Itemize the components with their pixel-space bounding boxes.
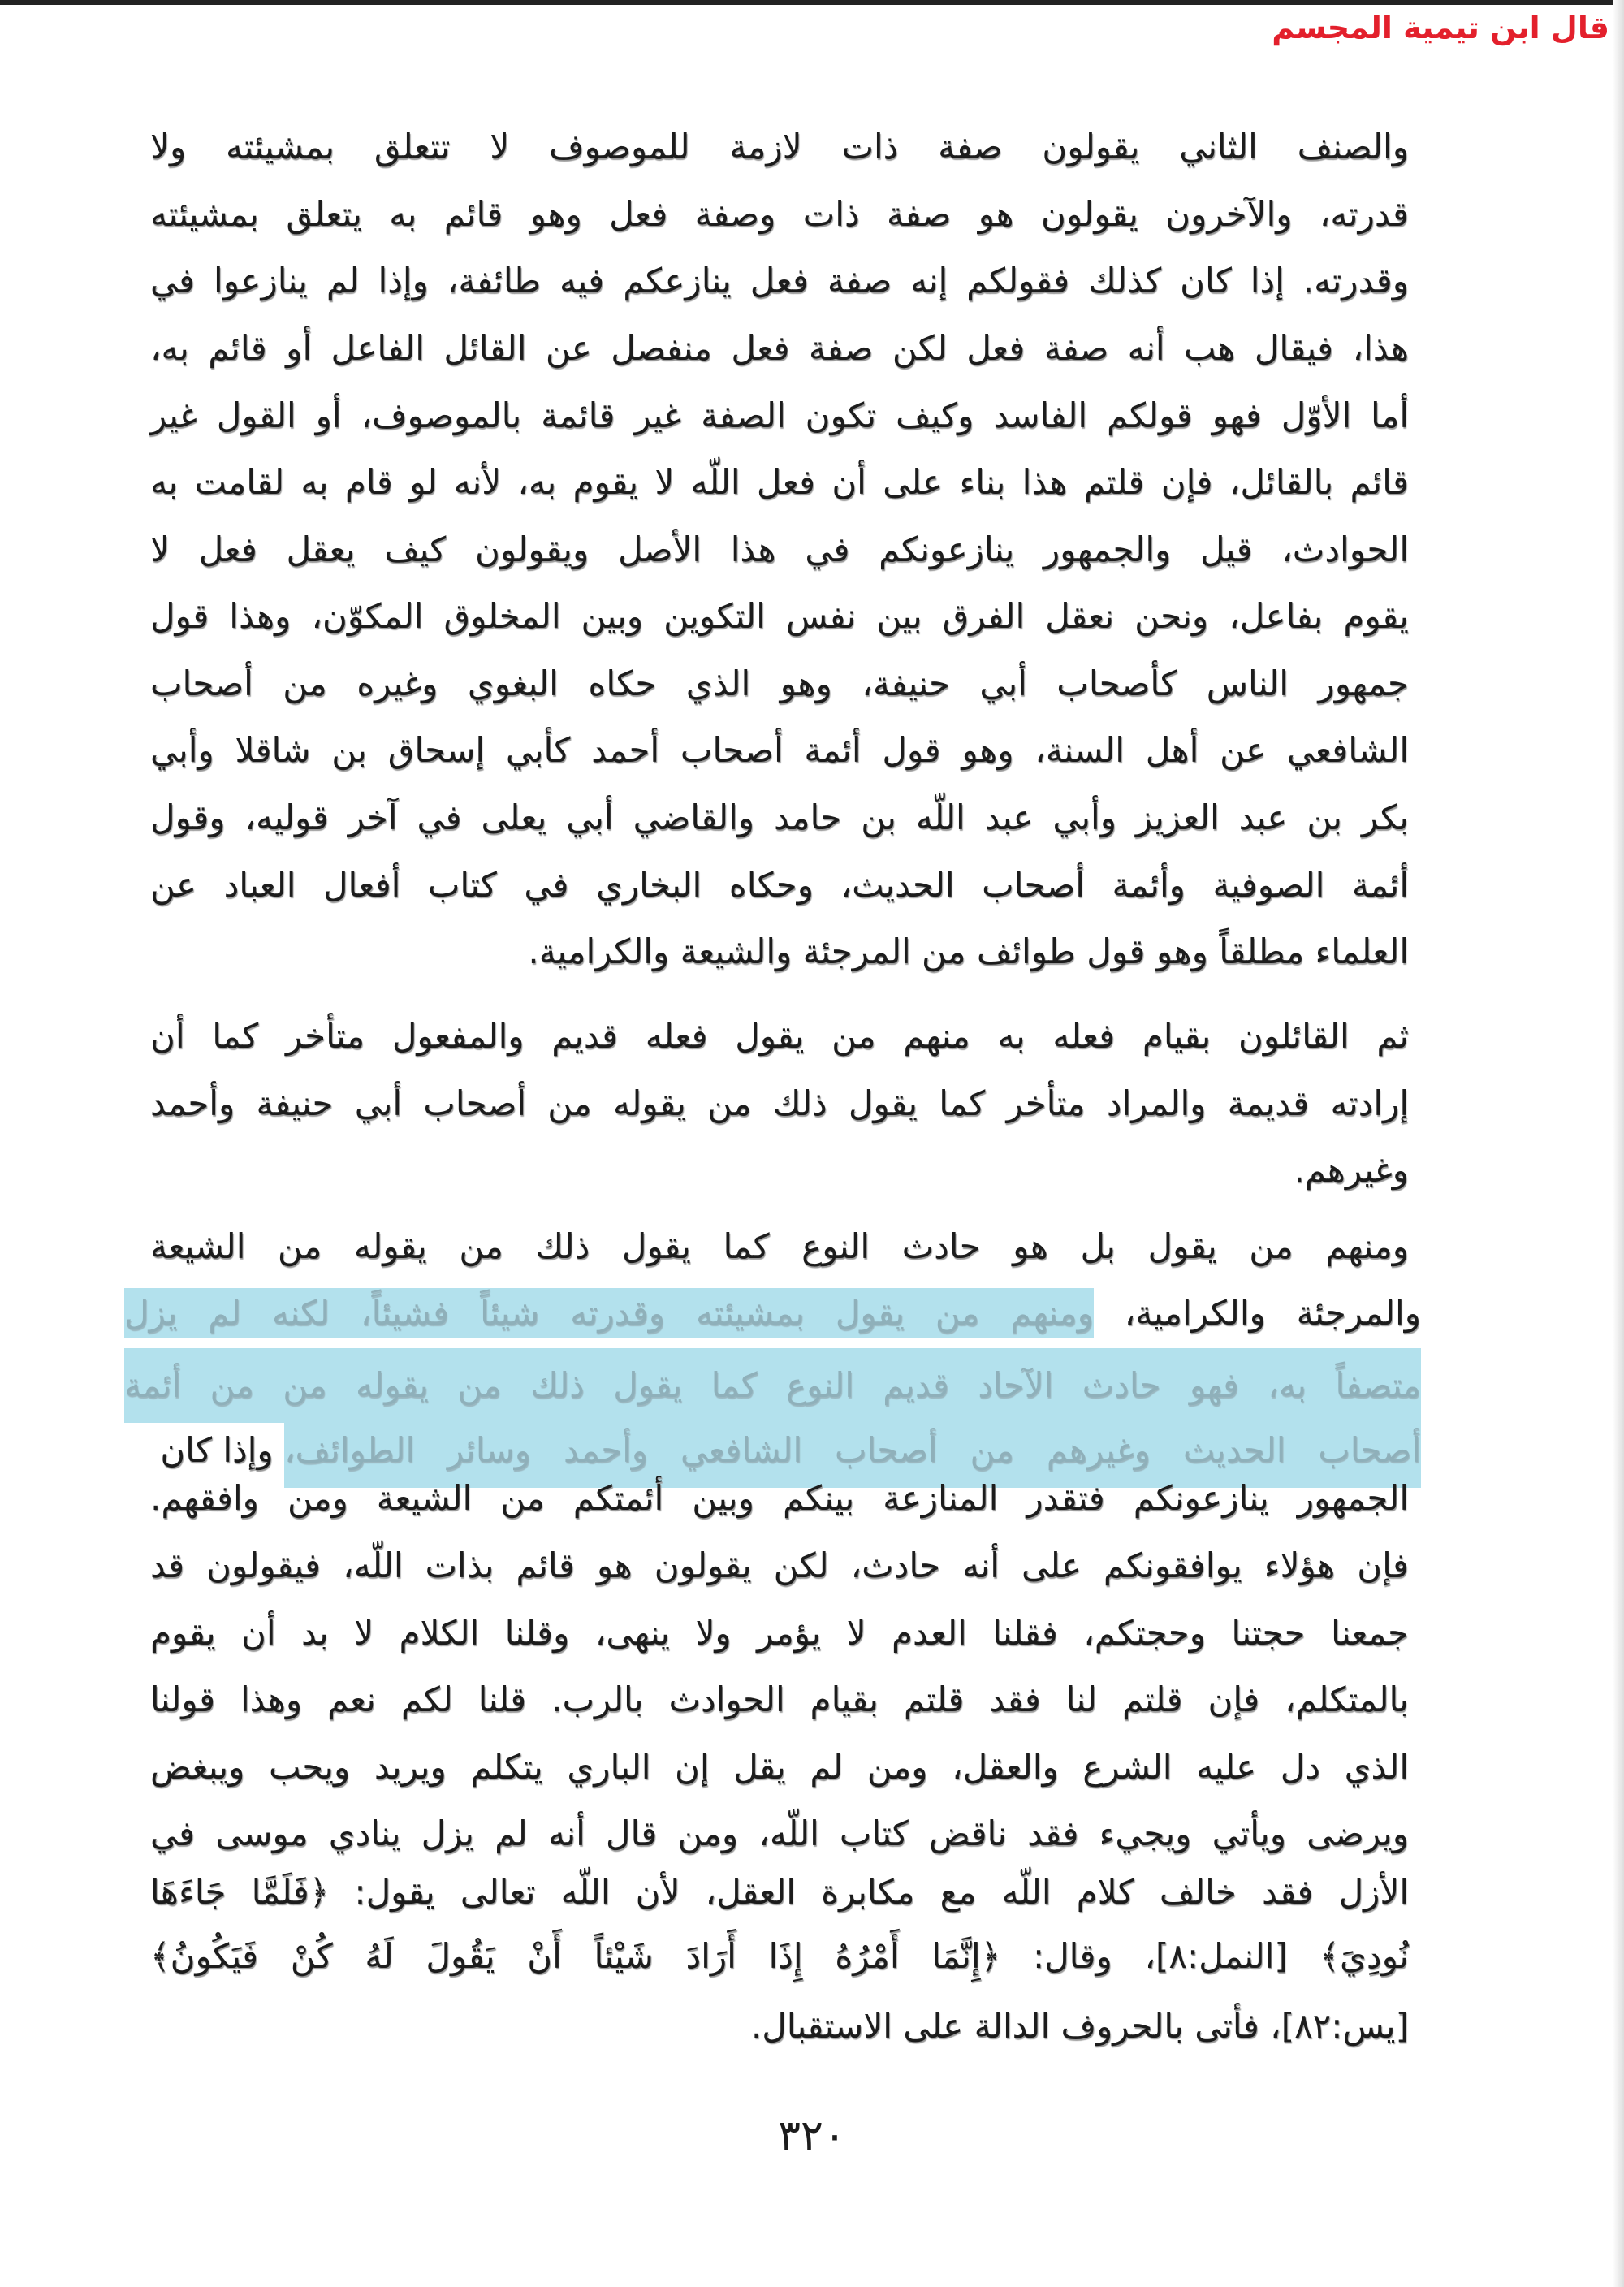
line-text: والمرجئة والكرامية،	[1093, 1293, 1421, 1333]
line-text: وغيرهم.	[1294, 1150, 1409, 1190]
line-text: ويرضى ويأتي ويجيء فقد ناقض كتاب اللّه، ومن قال أنه لم يزل ينادي موسى في	[150, 1814, 1409, 1853]
highlighted-text: متصفاً به، فهو حادث الآحاد قديم النوع كما يقول ذلك من يقوله من من أئمة	[124, 1348, 1421, 1423]
line-text: الجمهور ينازعونكم فتقدر المنازعة بينكم وبين أئمتكم من الشيعة ومن وافقهم.	[150, 1478, 1409, 1518]
line-text: الحوادث، قيل والجمهور ينازعونكم في هذا الأصل ويقولون كيف يعقل فعل لا	[150, 530, 1409, 569]
text-line	[150, 1994, 1409, 2059]
text-line	[150, 1004, 1409, 1069]
line-text: إرادته قديمة والمراد متأخر كما يقول ذلك من يقوله من أصحاب أبي حنيفة وأحمد	[150, 1083, 1409, 1123]
text-line	[150, 718, 1409, 783]
text-line	[150, 1735, 1409, 1800]
line-text: بالمتكلم، فإن قلتم لنا فقد قلتم بقيام الحوادث بالرب. قلنا لكم نعم وهذا قولنا	[150, 1680, 1409, 1719]
text-line	[150, 1924, 1409, 1989]
text-line	[150, 383, 1409, 448]
text-line	[150, 651, 1409, 716]
text-line	[150, 919, 1409, 984]
text-line	[150, 1801, 1409, 1866]
highlighted-text: أصحاب الحديث وغيرهم من أصحاب الشافعي وأحمد وسائر الطوائف،	[284, 1413, 1421, 1488]
text-line	[150, 249, 1409, 313]
text-line	[150, 316, 1409, 381]
text-line	[150, 1533, 1409, 1598]
line-text: والصنف الثاني يقولون صفة ذات لازمة للموصوف لا تتعلق بمشيئته ولا	[150, 127, 1409, 166]
text-line	[150, 1601, 1409, 1666]
text-line	[150, 1667, 1409, 1732]
highlighted-text: ومنهم من يقول بمشيئته وقدرته شيئاً فشيئاً، لكنه لم يزل	[124, 1288, 1094, 1338]
line-text: جمهور الناس كأصحاب أبي حنيفة، وهو الذي حكاه البغوي وغيره من أصحاب	[150, 664, 1409, 703]
text-line	[124, 1281, 1421, 1346]
line-text: فإن هؤلاء يوافقونكم على أنه حادث، لكن يقولون هو قائم بذات اللّه، فيقولون قد	[150, 1546, 1409, 1585]
line-text: الشافعي عن أهل السنة، وهو قول أئمة أصحاب أحمد كأبي إسحاق بن شاقلا وأبي	[150, 730, 1409, 770]
text-line	[150, 182, 1409, 247]
line-text: وإذا كان	[160, 1430, 284, 1470]
line-text: ومنهم من يقول بل هو حادث النوع كما يقول ذلك من يقوله من الشيعة	[150, 1226, 1409, 1266]
line-text: وقدرته. إذا كان كذلك فقولكم إنه صفة فعل ينازعكم فيه طائفة، وإذا لم ينازعوا في	[150, 261, 1409, 300]
text-line	[150, 1860, 1409, 1925]
line-text: ثم القائلون بقيام فعله به منهم من يقول فعله قديم والمفعول متأخر كما أن	[150, 1016, 1409, 1056]
page-number: ٣٢٠	[778, 2112, 846, 2160]
line-text: الذي دل عليه الشرع والعقل، ومن لم يقل إن الباري يتكلم ويريد ويحب ويبغض	[150, 1747, 1409, 1787]
line-text: قائم بالقائل، فإن قلتم هذا بناء على أن فعل اللّه لا يقوم به، لأنه لو قام به لقامت به	[150, 462, 1409, 502]
header-title: قال ابن تيمية المجسم	[1272, 10, 1609, 45]
text-line	[150, 450, 1409, 515]
scan-edge-right	[1613, 0, 1624, 2287]
text-line	[124, 1348, 1421, 1413]
line-text: بكر بن عبد العزيز وأبي عبد اللّه بن حامد والقاضي أبي يعلى في آخر قوليه، وقول	[150, 798, 1409, 837]
text-line	[150, 1466, 1409, 1531]
line-text: نُودِيَ﴾ [النمل:٨]، وقال: ﴿إِنَّمَا أَمْرُهُ إِذَا أَرَادَ شَيْئاً أَنْ يَقُولَ لَهُ كُنْ فَيَكُونُ﴾	[150, 1936, 1409, 1976]
line-text: أما الأوّل فهو قولكم الفاسد وكيف تكون الصفة غير قائمة بالموصوف، أو القول غير	[150, 396, 1409, 435]
scan-edge	[0, 0, 1624, 5]
line-text: قدرته، والآخرون يقولون هو صفة ذات وصفة فعل وهو قائم به يتعلق بمشيئته	[150, 194, 1409, 234]
text-line	[150, 584, 1409, 649]
text-line	[150, 785, 1409, 850]
line-text: [يس:٨٢]، فأتى بالحروف الدالة على الاستقبال.	[750, 2006, 1409, 2046]
line-text: العلماء مطلقاً وهو قول طوائف من المرجئة والشيعة والكرامية.	[528, 932, 1409, 971]
line-text: الأزل فقد خالف كلام اللّه مع مكابرة العقل، لأن اللّه تعالى يقول: ﴿فَلَمَّا جَاءَهَا	[150, 1872, 1409, 1912]
text-line	[150, 517, 1409, 582]
line-text: جمعنا حجتنا وحجتكم، فقلنا العدم لا يؤمر ولا ينهى، وقلنا الكلام لا بد أن يقوم	[150, 1613, 1409, 1653]
line-text: أئمة الصوفية وأئمة أصحاب الحديث، وحكاه البخاري في كتاب أفعال العباد عن	[150, 865, 1409, 905]
text-line	[150, 1138, 1409, 1203]
text-line	[150, 1071, 1409, 1136]
text-line	[150, 853, 1409, 918]
line-text: يقوم بفاعل، ونحن نعقل الفرق بين نفس التكوين وبين المخلوق المكوّن، وهذا قول	[150, 596, 1409, 636]
text-line	[150, 1214, 1409, 1279]
line-text: هذا، فيقال هب أنه صفة فعل لكن صفة فعل منفصل عن القائل الفاعل أو قائم به،	[150, 328, 1409, 368]
text-line	[150, 115, 1409, 179]
